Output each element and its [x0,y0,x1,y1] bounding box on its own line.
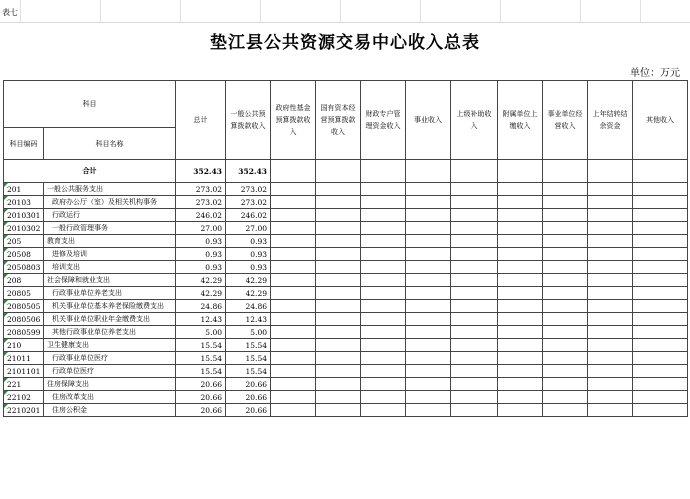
row-empty-cell [406,365,451,378]
row-empty-cell [543,287,588,300]
table-row [4,365,688,378]
row-empty-cell [451,248,498,261]
row-empty-cell [361,209,406,222]
table-row [4,274,688,287]
header-superior-subsidy: 上级补助收入 [451,81,498,160]
row-general: 15.54 [226,339,271,352]
row-empty-cell [498,404,543,417]
row-empty-cell [361,365,406,378]
row-empty-cell [543,352,588,365]
row-empty-cell [498,391,543,404]
row-general: 15.54 [226,365,271,378]
row-total: 273.02 [176,196,226,209]
row-general: 20.66 [226,378,271,391]
row-empty-cell [588,287,633,300]
table-row [4,339,688,352]
row-general: 15.54 [226,352,271,365]
row-empty-cell [498,300,543,313]
row-empty-cell [406,300,451,313]
table-row [4,300,688,313]
row-general: 12.43 [226,313,271,326]
row-total: 0.93 [176,248,226,261]
row-empty-cell [406,235,451,248]
row-code: 2101101 [4,365,44,378]
header-carryover: 上年结转结余资金 [588,81,633,160]
row-total: 27.00 [176,222,226,235]
row-empty-cell [316,339,361,352]
row-empty-cell [451,313,498,326]
row-name: 行政事业单位医疗 [44,352,176,365]
row-empty-cell [451,352,498,365]
row-total: 20.66 [176,378,226,391]
row-general: 0.93 [226,261,271,274]
row-code: 208 [4,274,44,287]
row-empty-cell [406,209,451,222]
row-empty-cell [406,391,451,404]
row-empty-cell [588,378,633,391]
row-name: 机关事业单位基本养老保险缴费支出 [44,300,176,313]
row-empty-cell [498,339,543,352]
row-empty-cell [588,248,633,261]
row-empty-cell [271,352,316,365]
sheet-label: 表七 [2,8,18,17]
row-empty-cell [271,248,316,261]
row-empty-cell [406,326,451,339]
row-empty-cell [633,300,688,313]
table-row [4,391,688,404]
row-empty-cell [406,248,451,261]
table-row [4,352,688,365]
row-total: 20.66 [176,404,226,417]
row-empty-cell [498,365,543,378]
row-code: 2080505 [4,300,44,313]
row-empty-cell [271,326,316,339]
row-name: 政府办公厅（室）及相关机构事务 [44,196,176,209]
row-empty-cell [271,196,316,209]
row-empty-cell [316,300,361,313]
row-empty-cell [543,209,588,222]
row-empty-cell [633,313,688,326]
row-empty-cell [588,339,633,352]
row-empty-cell [361,326,406,339]
row-empty-cell [633,326,688,339]
row-code: 2210201 [4,404,44,417]
header-affiliated-income: 附属单位上缴收入 [498,81,543,160]
row-empty-cell [316,209,361,222]
row-empty-cell [498,378,543,391]
row-empty-cell [451,274,498,287]
row-empty-cell [588,209,633,222]
header-general-budget: 一般公共预算拨款收入 [226,81,271,160]
table-row [4,287,688,300]
row-general: 42.29 [226,274,271,287]
row-empty-cell [271,222,316,235]
row-empty-cell [316,261,361,274]
row-empty-cell [498,235,543,248]
row-empty-cell [451,378,498,391]
row-empty-cell [361,235,406,248]
row-empty-cell [451,261,498,274]
row-total: 0.93 [176,235,226,248]
row-name: 行政运行 [44,209,176,222]
table-row [4,235,688,248]
row-general: 273.02 [226,183,271,196]
row-empty-cell [361,300,406,313]
row-empty-cell [498,326,543,339]
row-empty-cell [271,183,316,196]
total-label: 合计 [4,160,176,183]
header-special-account: 财政专户管理资金收入 [361,81,406,160]
row-code: 22102 [4,391,44,404]
row-empty-cell [633,261,688,274]
row-empty-cell [361,222,406,235]
row-empty-cell [588,365,633,378]
table-row [4,183,688,196]
row-general: 5.00 [226,326,271,339]
row-empty-cell [361,183,406,196]
row-general: 20.66 [226,404,271,417]
row-general: 24.86 [226,300,271,313]
row-empty-cell [271,300,316,313]
row-name: 住房公积金 [44,404,176,417]
sheet-top-grid [0,0,690,23]
row-empty-cell [588,404,633,417]
row-empty-cell [406,339,451,352]
row-empty-cell [498,287,543,300]
row-empty-cell [588,183,633,196]
row-empty-cell [451,222,498,235]
row-empty-cell [271,404,316,417]
row-empty-cell [271,391,316,404]
row-empty-cell [633,391,688,404]
row-empty-cell [588,313,633,326]
row-empty-cell [361,352,406,365]
table-row [4,196,688,209]
row-empty-cell [588,326,633,339]
row-empty-cell [633,404,688,417]
row-total: 273.02 [176,183,226,196]
row-empty-cell [316,235,361,248]
row-empty-cell [498,313,543,326]
row-empty-cell [316,287,361,300]
total-value: 352.43 [176,160,226,183]
row-empty-cell [271,261,316,274]
row-empty-cell [316,248,361,261]
row-code: 2080506 [4,313,44,326]
row-empty-cell [451,339,498,352]
row-name: 行政单位医疗 [44,365,176,378]
row-empty-cell [271,339,316,352]
row-code: 2050803 [4,261,44,274]
row-empty-cell [498,196,543,209]
row-empty-cell [498,352,543,365]
row-empty-cell [406,404,451,417]
row-empty-cell [451,391,498,404]
header-name: 科目名称 [44,128,176,160]
row-empty-cell [633,235,688,248]
row-name: 一般行政管理事务 [44,222,176,235]
row-general: 0.93 [226,235,271,248]
row-empty-cell [633,287,688,300]
row-empty-cell [451,365,498,378]
row-empty-cell [498,274,543,287]
row-empty-cell [451,287,498,300]
row-empty-cell [633,378,688,391]
row-empty-cell [543,183,588,196]
row-empty-cell [316,404,361,417]
income-table [3,80,688,417]
row-empty-cell [361,378,406,391]
row-empty-cell [543,326,588,339]
header-other-income: 其他收入 [633,81,688,160]
row-total: 20.66 [176,391,226,404]
row-empty-cell [498,209,543,222]
row-empty-cell [361,404,406,417]
row-total: 24.86 [176,300,226,313]
row-empty-cell [316,378,361,391]
row-empty-cell [406,352,451,365]
row-empty-cell [271,287,316,300]
row-empty-cell [633,352,688,365]
row-total: 246.02 [176,209,226,222]
page-title: 垫江县公共资源交易中心收入总表 [210,33,480,53]
row-empty-cell [543,339,588,352]
row-general: 273.02 [226,196,271,209]
row-empty-cell [498,248,543,261]
row-empty-cell [498,261,543,274]
row-empty-cell [271,365,316,378]
row-empty-cell [588,222,633,235]
row-general: 20.66 [226,391,271,404]
row-empty-cell [588,300,633,313]
row-empty-cell [498,222,543,235]
row-empty-cell [451,235,498,248]
row-empty-cell [361,248,406,261]
row-empty-cell [543,378,588,391]
row-empty-cell [316,326,361,339]
row-empty-cell [588,196,633,209]
row-code: 2010301 [4,209,44,222]
row-name: 住房改革支出 [44,391,176,404]
row-empty-cell [633,248,688,261]
row-empty-cell [588,235,633,248]
row-general: 42.29 [226,287,271,300]
header-gov-fund: 政府性基金预算拨款收入 [271,81,316,160]
row-code: 210 [4,339,44,352]
row-empty-cell [588,274,633,287]
row-code: 20805 [4,287,44,300]
row-empty-cell [588,352,633,365]
row-empty-cell [543,391,588,404]
row-empty-cell [361,274,406,287]
row-name: 一般公共服务支出 [44,183,176,196]
row-code: 20103 [4,196,44,209]
row-empty-cell [361,287,406,300]
row-name: 住房保障支出 [44,378,176,391]
row-empty-cell [271,235,316,248]
row-name: 其他行政事业单位养老支出 [44,326,176,339]
row-empty-cell [451,183,498,196]
row-empty-cell [451,300,498,313]
row-empty-cell [451,196,498,209]
row-name: 行政事业单位养老支出 [44,287,176,300]
row-general: 246.02 [226,209,271,222]
row-empty-cell [271,274,316,287]
row-empty-cell [543,274,588,287]
row-empty-cell [271,209,316,222]
row-empty-cell [543,196,588,209]
row-empty-cell [543,261,588,274]
row-empty-cell [406,274,451,287]
row-code: 205 [4,235,44,248]
row-empty-cell [543,248,588,261]
row-name: 机关事业单位职业年金缴费支出 [44,313,176,326]
row-empty-cell [271,378,316,391]
row-empty-cell [543,300,588,313]
row-empty-cell [633,209,688,222]
row-total: 0.93 [176,261,226,274]
row-empty-cell [633,196,688,209]
row-empty-cell [498,183,543,196]
header-business-income: 事业收入 [406,81,451,160]
row-empty-cell [543,235,588,248]
row-name: 进修及培训 [44,248,176,261]
row-empty-cell [406,287,451,300]
row-empty-cell [316,222,361,235]
header-code: 科目编码 [4,128,44,160]
row-code: 221 [4,378,44,391]
row-empty-cell [633,274,688,287]
row-empty-cell [588,391,633,404]
row-empty-cell [543,222,588,235]
row-empty-cell [406,196,451,209]
row-empty-cell [316,352,361,365]
table-row [4,222,688,235]
total-row [4,160,688,183]
row-empty-cell [361,261,406,274]
row-code: 21011 [4,352,44,365]
row-empty-cell [406,378,451,391]
row-code: 2080599 [4,326,44,339]
total-general: 352.43 [226,160,271,183]
row-total: 42.29 [176,274,226,287]
row-name: 卫生健康支出 [44,339,176,352]
row-empty-cell [543,313,588,326]
row-total: 15.54 [176,339,226,352]
row-empty-cell [316,391,361,404]
row-empty-cell [316,196,361,209]
table-row [4,313,688,326]
row-general: 27.00 [226,222,271,235]
row-empty-cell [588,261,633,274]
row-empty-cell [316,365,361,378]
row-empty-cell [406,313,451,326]
row-empty-cell [271,313,316,326]
row-empty-cell [316,313,361,326]
row-name: 培训支出 [44,261,176,274]
unit-label: 单位：万元 [630,68,680,79]
table-row [4,378,688,391]
table-row [4,404,688,417]
row-empty-cell [633,183,688,196]
row-empty-cell [451,326,498,339]
row-code: 20508 [4,248,44,261]
row-empty-cell [406,261,451,274]
header-operating-income: 事业单位经营收入 [543,81,588,160]
table-row [4,209,688,222]
row-empty-cell [361,391,406,404]
header-total: 总计 [176,81,226,160]
row-total: 42.29 [176,287,226,300]
row-empty-cell [406,183,451,196]
row-empty-cell [451,209,498,222]
row-empty-cell [543,365,588,378]
table-row [4,326,688,339]
row-total: 5.00 [176,326,226,339]
header-state-capital: 国有资本经营预算拨款收入 [316,81,361,160]
row-empty-cell [361,196,406,209]
row-empty-cell [316,274,361,287]
row-name: 社会保障和就业支出 [44,274,176,287]
row-empty-cell [361,313,406,326]
row-empty-cell [451,404,498,417]
row-empty-cell [633,365,688,378]
row-general: 0.93 [226,248,271,261]
row-empty-cell [361,339,406,352]
row-total: 15.54 [176,365,226,378]
row-code: 201 [4,183,44,196]
row-empty-cell [543,404,588,417]
table-row [4,248,688,261]
table-row [4,261,688,274]
row-total: 12.43 [176,313,226,326]
row-name: 教育支出 [44,235,176,248]
row-total: 15.54 [176,352,226,365]
row-empty-cell [316,183,361,196]
row-empty-cell [633,222,688,235]
row-empty-cell [406,222,451,235]
header-subject: 科目 [4,81,176,128]
row-empty-cell [633,339,688,352]
row-code: 2010302 [4,222,44,235]
